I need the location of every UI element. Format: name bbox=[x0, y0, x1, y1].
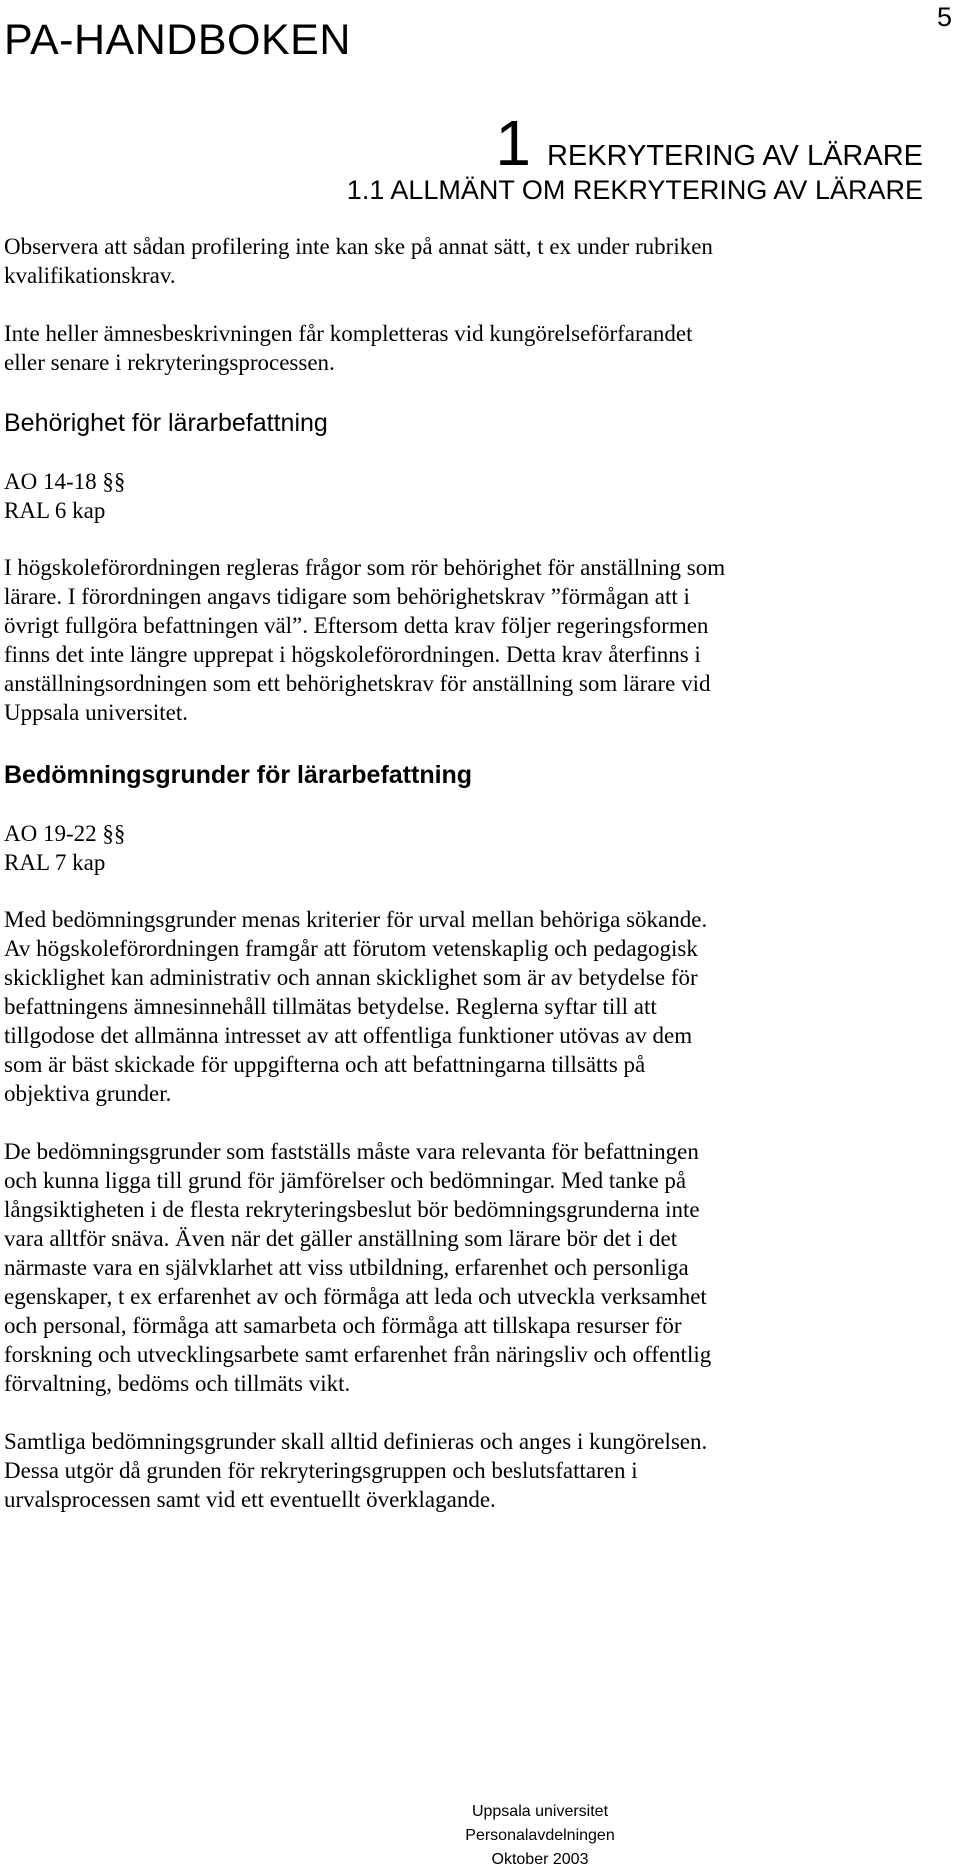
section-heading: 1.1 ALLMÄNT OM REKRYTERING AV LÄRARE bbox=[346, 175, 923, 205]
text-line: och kunna ligga till grund för jämförelser och bedömningar. Med tanke på bbox=[4, 1168, 687, 1193]
heading-bedomningsgrunder: Bedömningsgrunder för lärarbefattning bbox=[4, 761, 473, 789]
footer-date: Oktober 2003 bbox=[491, 1851, 589, 1868]
reference-line: AO 19-22 §§ bbox=[4, 821, 126, 846]
text-line: långsiktigheten i de flesta rekryteringsbeslut bör bedömningsgrunderna inte bbox=[4, 1197, 700, 1222]
text-line: finns det inte längre upprepat i högskoleförordningen. Detta krav återfinns i bbox=[4, 642, 701, 667]
text-line: forskning och utvecklingsarbete samt erfarenhet från näringsliv och offentlig bbox=[4, 1342, 712, 1367]
page-footer bbox=[0, 1800, 960, 1872]
text-line: vara alltför snäva. Även när det gäller anställning som lärare bör det i det bbox=[4, 1226, 678, 1251]
chapter-title: REKRYTERING AV LÄRARE bbox=[546, 140, 923, 172]
spacer bbox=[4, 377, 914, 408]
footer-organization: Uppsala universitet bbox=[471, 1803, 609, 1820]
text-line: som är bäst skickade för uppgifterna och att befattningarna tillsätts på bbox=[4, 1052, 646, 1077]
text-line: närmaste vara en självklarhet att viss utbildning, erfarenhet och personliga bbox=[4, 1255, 689, 1280]
spacer bbox=[4, 290, 914, 319]
page-number: 5 bbox=[936, 2, 952, 32]
text-line: egenskaper, t ex erfarenhet av och förmåga att leda och utveckla verksamhet bbox=[4, 1284, 707, 1309]
spacer bbox=[4, 1398, 914, 1427]
text-line: objektiva grunder. bbox=[4, 1081, 172, 1106]
spacer bbox=[4, 790, 914, 819]
footer-department: Personalavdelningen bbox=[465, 1827, 615, 1844]
text-line: och personal, förmåga att samarbeta och förmåga att tillskapa resurser för bbox=[4, 1313, 682, 1338]
text-line: eller senare i rekryteringsprocessen. bbox=[4, 350, 335, 375]
chapter-heading bbox=[495, 107, 923, 179]
text-line: I högskoleförordningen regleras frågor som rör behörighet för anställning som bbox=[4, 555, 726, 580]
text-line: De bedömningsgrunder som fastställs måste vara relevanta för befattningen bbox=[4, 1139, 699, 1164]
text-line: Av högskoleförordningen framgår att förutom vetenskaplig och pedagogisk bbox=[4, 936, 698, 961]
text-line: tillgodose det allmänna intresset av att offentliga funktioner utövas av dem bbox=[4, 1023, 693, 1048]
behorighet-paragraph bbox=[4, 553, 914, 727]
bedomning-paragraph-2 bbox=[4, 1137, 914, 1398]
spacer bbox=[4, 525, 914, 553]
reference-line: RAL 6 kap bbox=[4, 498, 106, 523]
bedomning-paragraph-1 bbox=[4, 905, 914, 1108]
text-line: lärare. I förordningen angavs tidigare som behörighetskrav ”förmågan att i bbox=[4, 584, 690, 609]
behorighet-references bbox=[4, 467, 914, 525]
text-line: anställningsordningen som ett behörighetskrav för anställning som lärare vid bbox=[4, 671, 711, 696]
text-line: kvalifikationskrav. bbox=[4, 263, 176, 288]
heading-behorighet: Behörighet för lärarbefattning bbox=[4, 409, 328, 437]
text-line: Med bedömningsgrunder menas kriterier för urval mellan behöriga sökande. bbox=[4, 907, 708, 932]
chapter-number: 1 bbox=[495, 107, 531, 179]
bedomning-references bbox=[4, 819, 914, 877]
bedomning-paragraph-3 bbox=[4, 1427, 914, 1514]
text-line: Uppsala universitet. bbox=[4, 700, 188, 725]
spacer bbox=[4, 1108, 914, 1137]
spacer bbox=[4, 877, 914, 905]
reference-line: RAL 7 kap bbox=[4, 850, 106, 875]
spacer bbox=[4, 438, 914, 467]
reference-line: AO 14-18 §§ bbox=[4, 469, 126, 494]
text-line: Dessa utgör då grunden för rekryteringsgruppen och beslutsfattaren i bbox=[4, 1458, 638, 1483]
text-line: befattningens ämnesinnehåll tillmätas betydelse. Reglerna syftar till att bbox=[4, 994, 657, 1019]
text-line: övrigt fullgöra befattningen väl”. Eftersom detta krav följer regeringsformen bbox=[4, 613, 709, 638]
text-line: Observera att sådan profilering inte kan ske på annat sätt, t ex under rubriken bbox=[4, 234, 713, 259]
text-line: Inte heller ämnesbeskrivningen får kompletteras vid kungörelseförfarandet bbox=[4, 321, 693, 346]
document-body bbox=[4, 232, 914, 1514]
spacer bbox=[4, 727, 914, 760]
intro-paragraph-2 bbox=[4, 319, 914, 377]
text-line: skicklighet kan administrativ och annan skicklighet som är av betydelse för bbox=[4, 965, 698, 990]
text-line: Samtliga bedömningsgrunder skall alltid definieras och anges i kungörelsen. bbox=[4, 1429, 708, 1454]
text-line: förvaltning, bedöms och tillmäts vikt. bbox=[4, 1371, 351, 1396]
text-line: urvalsprocessen samt vid ett eventuellt överklagande. bbox=[4, 1487, 496, 1512]
intro-paragraph-1 bbox=[4, 232, 914, 290]
page-header-title: PA-HANDBOKEN bbox=[4, 16, 351, 64]
